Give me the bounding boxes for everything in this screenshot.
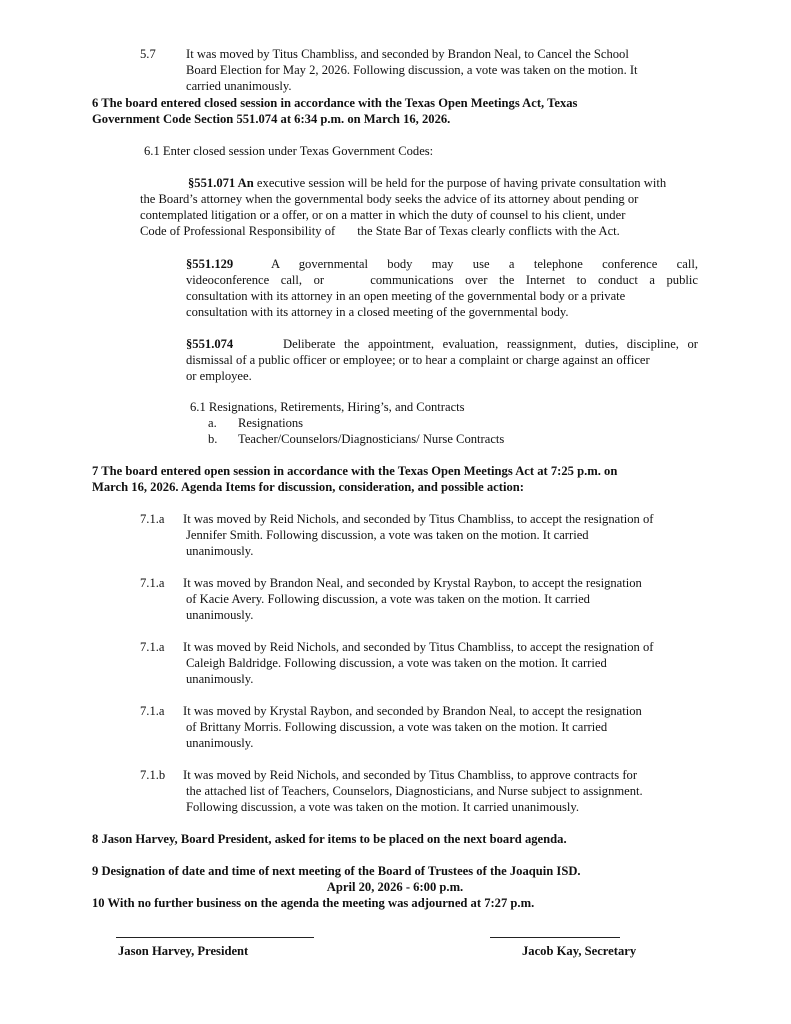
- closed-session-intro: 6.1 Enter closed session under Texas Government Codes:: [144, 144, 434, 158]
- heading-line: March 16, 2026. Agenda Items for discussion, consideration, and possible action:: [92, 480, 524, 494]
- motion-item: [183, 575, 723, 623]
- section-8: 8 Jason Harvey, Board President, asked for items to be placed on the next board agenda.: [92, 832, 567, 846]
- list-letter: b.: [208, 432, 218, 446]
- text-line: of Kacie Avery. Following discussion, a vote was taken on the motion. It carried: [186, 592, 590, 606]
- next-meeting-date: April 20, 2026 - 6:00 p.m.: [326, 880, 464, 894]
- item-number: 7.1.b: [140, 768, 166, 782]
- text-line: It was moved by Reid Nichols, and seconded by Titus Chambliss, to accept the resignation of: [183, 640, 654, 654]
- text-line: of Brittany Morris. Following discussion, a vote was taken on the motion. It carried: [186, 720, 608, 734]
- section-551-071: [140, 175, 700, 239]
- section-10: 10 With no further business on the agenda the meeting was adjourned at 7:27 p.m.: [92, 896, 535, 910]
- motion-item: [183, 703, 723, 751]
- motion-item: [183, 511, 723, 559]
- text-line: videoconference call, or communications over the Internet to conduct a public: [186, 273, 698, 287]
- item-number: 7.1.a: [140, 512, 165, 526]
- text-line: Code of Professional Responsibility of the State Bar of Texas clearly conflicts with the Act.: [140, 224, 620, 238]
- heading-line: Government Code Section 551.074 at 6:34 p.m. on March 16, 2026.: [92, 112, 451, 126]
- signature-line-right: [490, 937, 620, 938]
- text-line: carried unanimously.: [186, 79, 292, 93]
- signature-name-right: Jacob Kay, Secretary: [522, 944, 637, 958]
- text-line: It was moved by Krystal Raybon, and seconded by Brandon Neal, to accept the resignation: [183, 704, 642, 718]
- text-line: contemplated litigation or a offer, or on a matter in which the duty of counsel to his client, under: [140, 208, 626, 222]
- section-6-heading: [92, 95, 712, 127]
- text-line: consultation with its attorney in an open meeting of the governmental body or a private: [186, 289, 626, 303]
- text-line: A governmental body may use a telephone conference call,: [271, 257, 698, 271]
- text-line: or employee.: [186, 369, 252, 383]
- text-span: executive session will be held for the purpose of having private consultation with: [253, 176, 667, 190]
- signature-name-left: Jason Harvey, President: [118, 944, 249, 958]
- text-line: It was moved by Brandon Neal, and seconded by Krystal Raybon, to accept the resignation: [183, 576, 642, 590]
- item-number: 7.1.a: [140, 640, 165, 654]
- motion-5-7: [186, 46, 686, 94]
- text-line: Jennifer Smith. Following discussion, a vote was taken on the motion. It carried: [186, 528, 589, 542]
- text-line: consultation with its attorney in a closed meeting of the governmental body.: [186, 305, 569, 319]
- text-line: the Board’s attorney when the governmental body seeks the advice of its attorney about pending or: [140, 192, 639, 206]
- text-line: unanimously.: [186, 736, 254, 750]
- item-number: 7.1.a: [140, 576, 165, 590]
- text-line: Board Election for May 2, 2026. Following discussion, a vote was taken on the motion. It: [186, 63, 638, 77]
- heading-line: 6 The board entered closed session in accordance with the Texas Open Meetings Act, Texas: [92, 96, 578, 110]
- section-551-129: [186, 256, 698, 320]
- text-line: the attached list of Teachers, Counselors, Diagnosticians, and Nurse subject to assignment.: [186, 784, 643, 798]
- motion-item: [183, 767, 723, 815]
- text-line: It was moved by Titus Chambliss, and seconded by Brandon Neal, to Cancel the School: [186, 47, 629, 61]
- text-line: [140, 175, 700, 191]
- code-label: §551.129: [186, 257, 234, 271]
- list-letter: a.: [208, 416, 217, 430]
- section-7-heading: [92, 463, 732, 495]
- code-label: §551.071 An: [188, 176, 254, 190]
- heading-line: 7 The board entered open session in accordance with the Texas Open Meetings Act at 7:25 p.m. on: [92, 464, 618, 478]
- list-item: Resignations: [238, 416, 304, 430]
- section-551-074: [186, 336, 698, 384]
- text-line: unanimously.: [186, 608, 254, 622]
- text-line: Caleigh Baldridge. Following discussion, a vote was taken on the motion. It carried: [186, 656, 607, 670]
- text-line: unanimously.: [186, 672, 254, 686]
- motion-item: [183, 639, 723, 687]
- text-line: dismissal of a public officer or employee; or to hear a complaint or charge against an officer: [186, 353, 650, 367]
- text-line: It was moved by Reid Nichols, and seconded by Titus Chambliss, to accept the resignation of: [183, 512, 654, 526]
- item-number: 5.7: [140, 47, 156, 61]
- list-item: Teacher/Counselors/Diagnosticians/ Nurse Contracts: [238, 432, 505, 446]
- item-number: 7.1.a: [140, 704, 165, 718]
- section-9-line: 9 Designation of date and time of next meeting of the Board of Trustees of the Joaquin ISD.: [92, 864, 581, 878]
- list-title: 6.1 Resignations, Retirements, Hiring’s, and Contracts: [190, 400, 465, 414]
- text-line: Following discussion, a vote was taken on the motion. It carried unanimously.: [186, 800, 580, 814]
- text-line: unanimously.: [186, 544, 254, 558]
- signature-line-left: [116, 937, 314, 938]
- text-line: Deliberate the appointment, evaluation, reassignment, duties, discipline, or: [283, 337, 698, 351]
- code-label: §551.074: [186, 337, 234, 351]
- text-line: It was moved by Reid Nichols, and seconded by Titus Chambliss, to approve contracts for: [183, 768, 638, 782]
